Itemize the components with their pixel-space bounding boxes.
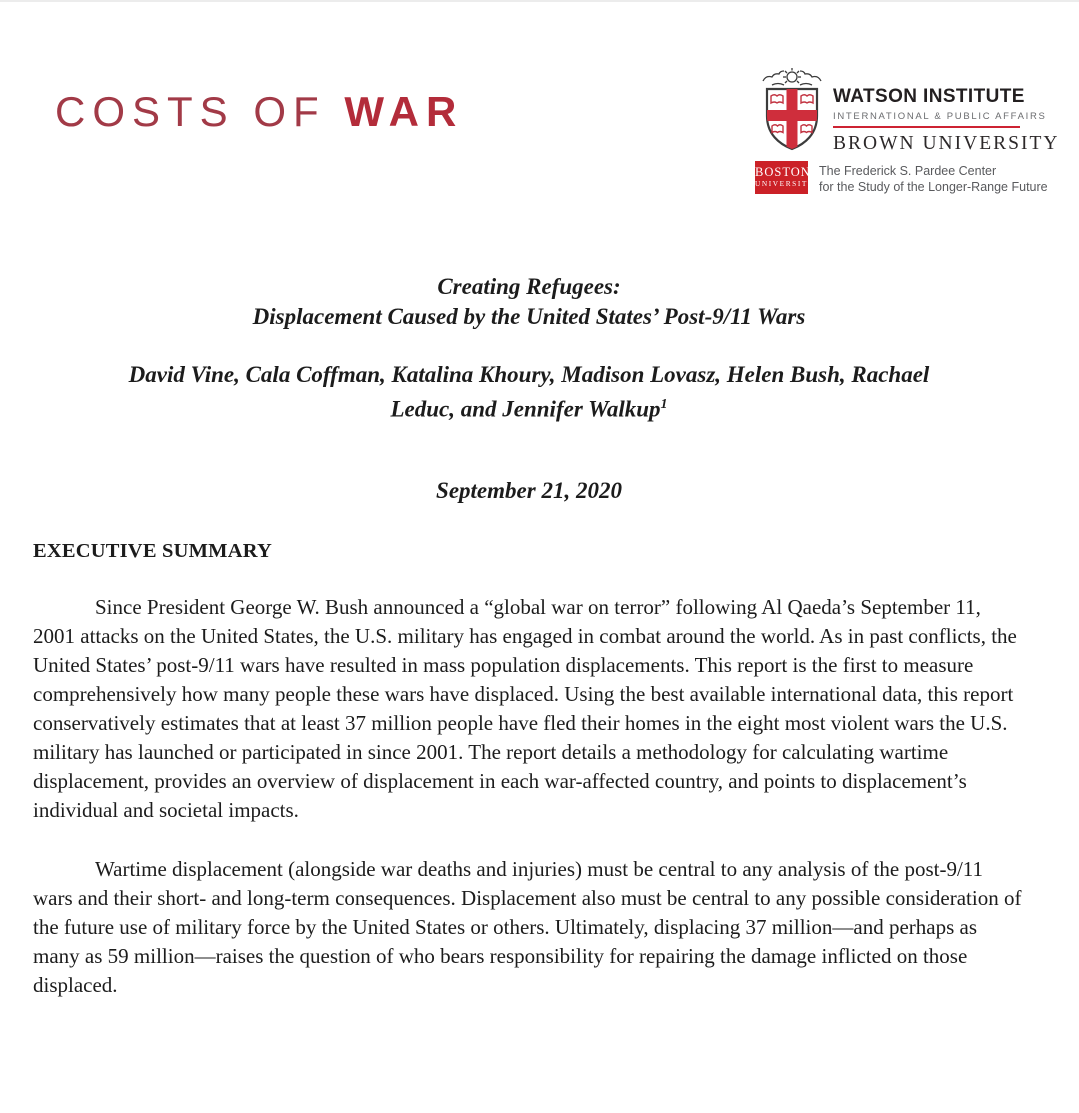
boston-university-logo-line2: UNIVERSITY [755, 179, 815, 188]
boston-university-logo-line1: BOSTON [755, 165, 811, 179]
brown-university-name: BROWN UNIVERSITY [833, 133, 1060, 154]
authors-line1: David Vine, Cala Coffman, Katalina Khoury, Madison Lovasz, Helen Bush, Rachael [128, 362, 930, 387]
footnote-marker: 1 [660, 397, 668, 412]
watson-red-rule [833, 126, 1020, 128]
executive-summary-paragraph-1: Since President George W. Bush announced a “global war on terror” following Al Qaeda’s September 11, 2001 attacks on the United States, the U.S. military has engaged in combat around the world. As in past conflicts, the United States’ post-9/11 wars have resulted in mass population displacements. This report is the first to measure comprehensively how many people these wars have displaced. Using the best available international data, this report conservatively estimates that at least 37 million people have fled their homes in the eight most violent wars the U.S. military has launched or participated in since 2001. The report details a methodology for calculating wartime displacement, provides an overview of displacement in each war-affected country, and points to displacement’s individual and societal impacts. [33, 594, 1017, 822]
executive-summary-heading: EXECUTIVE SUMMARY [33, 539, 273, 562]
pardee-center-line2: for the Study of the Longer-Range Future [819, 180, 1048, 194]
watson-institute-name: WATSON INSTITUTE [833, 86, 1025, 107]
pardee-center-line1: The Frederick S. Pardee Center [819, 164, 997, 178]
report-title [33, 272, 1025, 332]
costs-of-war-logo [55, 88, 463, 136]
watson-institute-subtitle: INTERNATIONAL & PUBLIC AFFAIRS [833, 111, 1047, 122]
authors-line2: Leduc, and Jennifer Walkup$^1$ [390, 396, 668, 422]
authors-line [33, 360, 1025, 425]
boston-university-logo [755, 161, 815, 194]
executive-summary-paragraph-2: Wartime displacement (alongside war deaths and injuries) must be central to any analysis of the post-9/11 wars and their short- and long-term consequences. Displacement also must be central to any possible consideration of the future use of military force by the United States or others. Ultimately, displacing 37 million—and perhaps as many as 59 million—raises the question of who bears responsibility for repairing the damage inflicted on those displaced. [33, 856, 1022, 997]
report-title-line1: Creating Refugees: [437, 274, 621, 299]
costs-of-war-logo-text-bold: WAR [344, 88, 464, 135]
watson-institute-logo [760, 68, 1059, 157]
brown-university-crest-icon [760, 68, 824, 157]
publication-date: September 21, 2020 [436, 477, 622, 503]
report-title-line2: Displacement Caused by the United States’ Post-9/11 Wars [252, 304, 806, 329]
pardee-center-logo [755, 161, 1048, 195]
costs-of-war-logo-text-light: COSTS OF [55, 88, 326, 135]
document-content [33, 272, 1025, 1000]
